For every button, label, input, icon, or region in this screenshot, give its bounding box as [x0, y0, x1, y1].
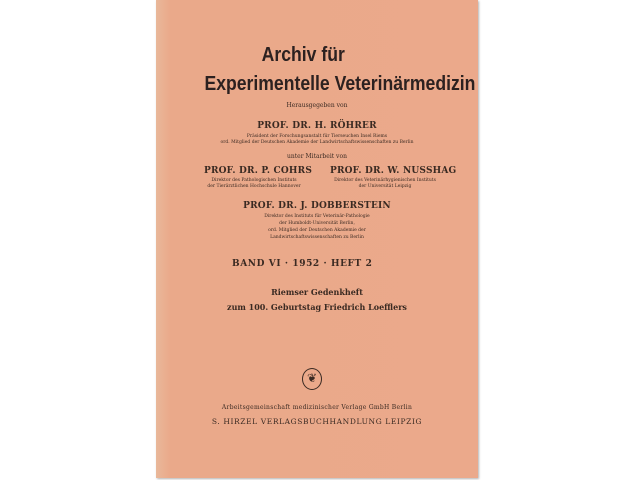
collaborator-line: Direktor des Instituts für Veterinär-Pathologie: [264, 214, 370, 219]
special-title: Riemser Gedenkheft: [271, 287, 363, 297]
title-line-2: Experimentelle Veterinärmedizin: [204, 73, 476, 95]
collaborator-line: der Universität Leipzig: [358, 184, 412, 189]
collaborator-line: der Tierärztlichen Hochschule Hannover: [207, 184, 301, 189]
publisher-line-2: S. HIRZEL VERLAGSBUCHHANDLUNG LEIPZIG: [211, 417, 423, 426]
collab-intro: unter Mitarbeit von: [287, 153, 347, 160]
collaborator-line: Landwirtschaftswissenschaften zu Berlin: [270, 235, 364, 240]
collaborator-line: Direktor des Veterinärhygienischen Instituts: [334, 178, 436, 183]
editor-name: PROF. DR. H. RÖHRER: [257, 121, 377, 131]
collaborator-name: PROF. DR. W. NUSSHAG: [330, 166, 457, 176]
collaborator-name: PROF. DR. P. COHRS: [204, 166, 313, 176]
publisher-line-1: Arbeitsgemeinschaft medizinischer Verlage GmbH Berlin: [221, 404, 413, 411]
collaborator-line: Direktor des Pathologischen Instituts: [211, 178, 297, 183]
editor-line: ord. Mitglied der Deutschen Akademie der Landwirtschaftswissenschaften zu Berlin: [220, 140, 414, 145]
special-subtitle: zum 100. Geburtstag Friedrich Loefflers: [227, 302, 407, 312]
editor-intro: Herausgegeben von: [286, 102, 348, 109]
title-line-1: Archiv für: [261, 44, 345, 66]
collaborator-name: PROF. DR. J. DOBBERSTEIN: [243, 201, 391, 211]
editor-line: Präsident der Forschungsanstalt für Tierseuchen Insel Riems: [246, 134, 388, 139]
issue-info: BAND VI · 1952 · HEFT 2: [232, 259, 373, 269]
collaborator-line: ord. Mitglied der Deutschen Akademie der: [268, 228, 366, 233]
collaborator-line: der Humboldt-Universität Berlin,: [279, 221, 355, 226]
journal-cover: [156, 0, 478, 478]
publisher-eagle-logo: ❦: [302, 368, 322, 390]
